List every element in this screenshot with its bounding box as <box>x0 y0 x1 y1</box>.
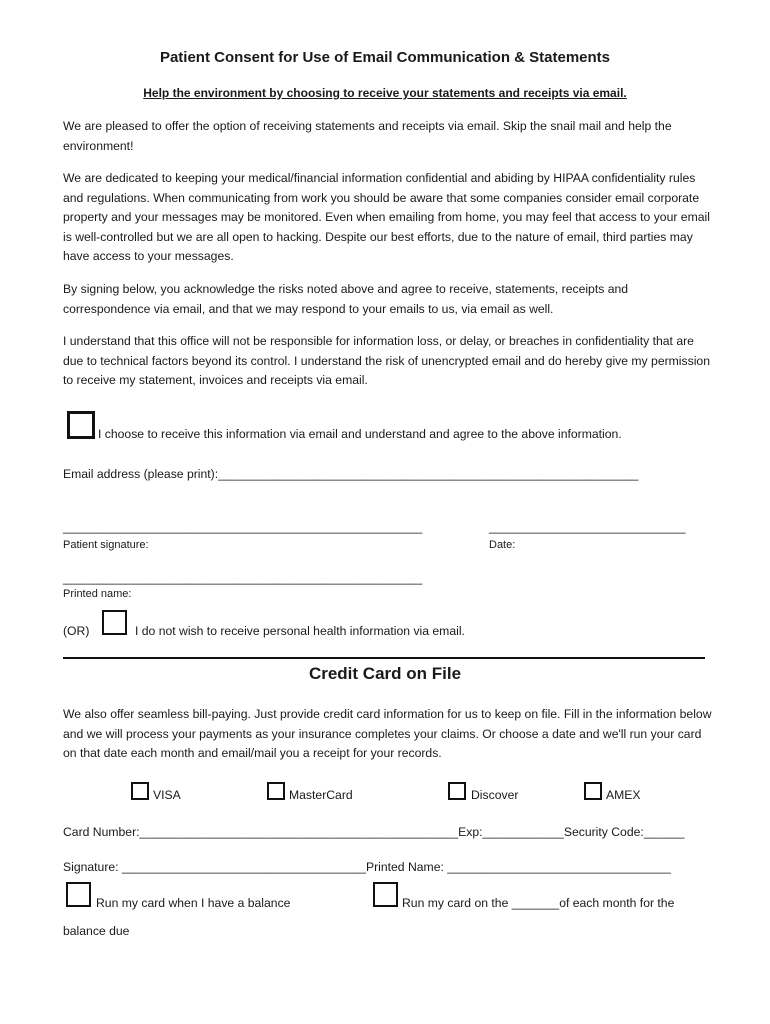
responsibility-paragraph: I understand that this office will not be responsible for information loss, or delay, or breaches in confidentiality that are due to technical factors beyond its control. I understand the risk of unencrypted email and do hereby give my permission to receive my statement, invoices and receipts via email. <box>63 334 710 387</box>
page-subtitle: Help the environment by choosing to receive your statements and receipts via email. <box>143 86 627 100</box>
patient-signature-line[interactable]: _____________________________________________________ <box>63 520 423 534</box>
decline-email-checkbox[interactable] <box>102 610 127 635</box>
run-monthly-checkbox[interactable] <box>373 882 398 907</box>
email-address-field[interactable]: Email address (please print):______________________________________________________________ <box>63 467 639 481</box>
email-consent-label: I choose to receive this information via email and understand and agree to the above information. <box>98 427 622 441</box>
page-title: Patient Consent for Use of Email Communication & Statements <box>159 49 611 66</box>
email-consent-checkbox[interactable] <box>67 411 95 439</box>
visa-checkbox[interactable] <box>131 782 149 800</box>
printed-name-line[interactable]: _____________________________________________________ <box>63 571 423 585</box>
date-line[interactable]: _____________________________ <box>489 520 686 534</box>
credit-card-intro: We also offer seamless bill-paying. Just provide credit card information for us to keep on file. Fill in the information below and we will process your payments as your insurance completes your claims. Or choose a date and we'll run your card on that date each month and email/mail you a receipt for your records. <box>63 707 712 760</box>
date-label: Date: <box>489 539 516 551</box>
run-monthly-label: Run my card on the _______of each month for the <box>402 896 675 910</box>
or-label: (OR) <box>63 624 90 638</box>
run-on-balance-checkbox[interactable] <box>66 882 91 907</box>
run-on-balance-label-cont: balance due <box>63 924 130 938</box>
mastercard-checkbox[interactable] <box>267 782 285 800</box>
patient-signature-label: Patient signature: <box>63 539 149 551</box>
visa-label: VISA <box>153 788 181 802</box>
amex-label: AMEX <box>606 788 641 802</box>
credit-card-heading: Credit Card on File <box>308 664 462 683</box>
printed-name-label: Printed name: <box>63 588 132 600</box>
mastercard-label: MasterCard <box>289 788 353 802</box>
run-on-balance-label: Run my card when I have a balance <box>96 896 291 910</box>
card-signature-field[interactable]: Signature: ____________________________________Printed Name: _________________________________ <box>63 860 671 874</box>
acknowledgement-paragraph: By signing below, you acknowledge the risks noted above and agree to receive, statements, receipts and correspondence via email, and that we may respond to your emails to us, via email as well. <box>63 282 629 316</box>
card-number-field[interactable]: Card Number:_______________________________________________Exp:____________Security Code:______ <box>63 825 685 839</box>
discover-checkbox[interactable] <box>448 782 466 800</box>
decline-email-label: I do not wish to receive personal health information via email. <box>135 624 465 638</box>
amex-checkbox[interactable] <box>584 782 602 800</box>
discover-label: Discover <box>471 788 519 802</box>
intro-paragraph: We are pleased to offer the option of receiving statements and receipts via email. Skip the snail mail and help the environment! <box>63 119 672 153</box>
section-divider <box>63 657 705 659</box>
confidentiality-paragraph: We are dedicated to keeping your medical/financial information confidential and abiding by HIPAA confidentiality rules and regulations. When communicating from work you should be aware that some companies consider email corporate property and your messages may be monitored. Even when emailing from home, you may feel that access to your email is well-controlled but we are all open to hacking. Despite our best efforts, due to the nature of email, third parties may have access to your messages. <box>63 171 710 263</box>
